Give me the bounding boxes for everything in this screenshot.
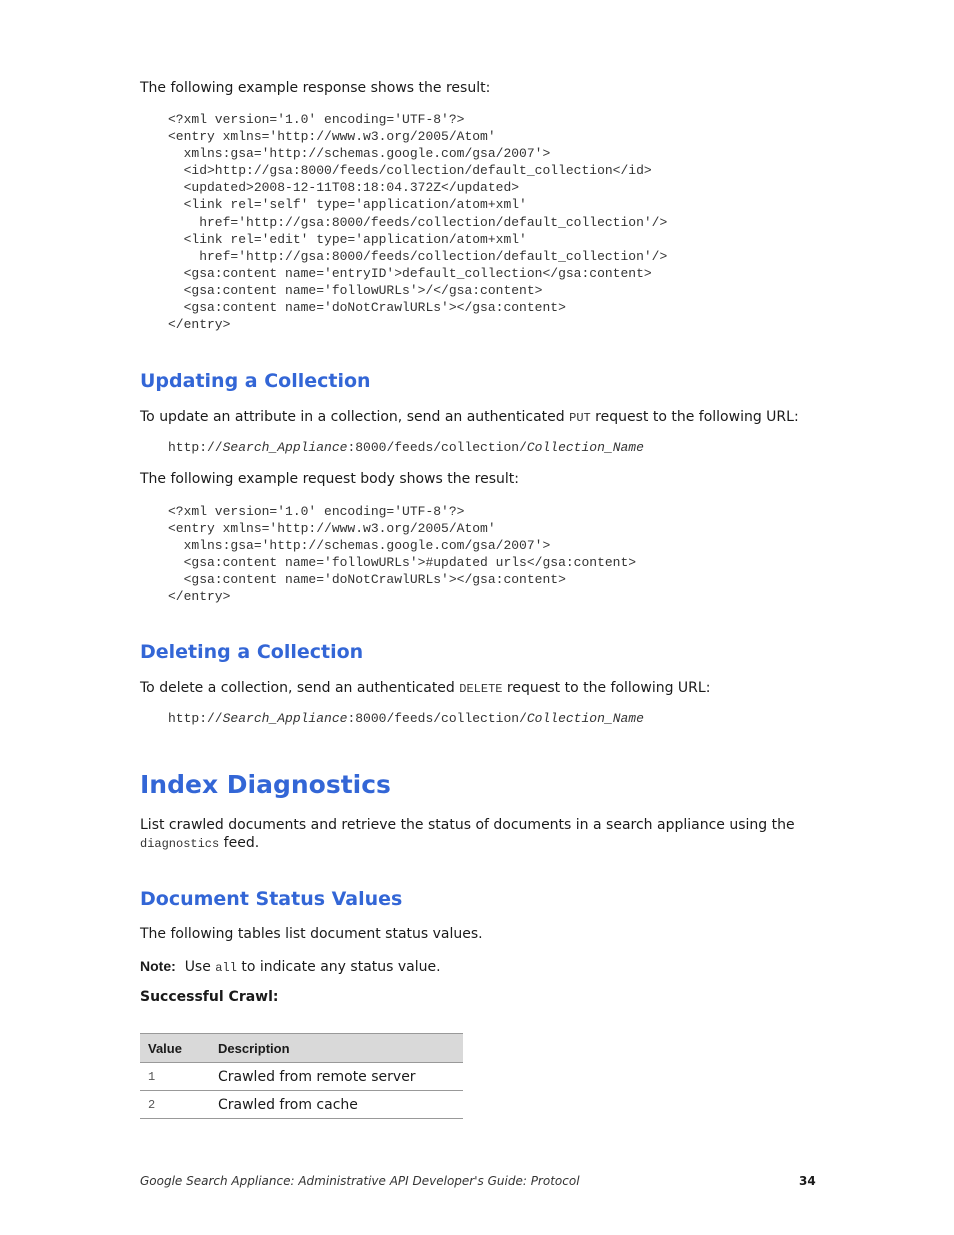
response-code-block: <?xml version='1.0' encoding='UTF-8'?> <entry xmlns='http://www.w3.org/2005/Atom' xmlns:gsa='http://schemas.google.com/gsa/2007'> <id>http://gsa:8000/feeds/collection/default_collection</id> <updated>2008-12-11T08:18:04.372Z</updated> <link rel='self' type='application/atom+xml' href='http://gsa:8000/feeds/collection/default_collection'/> <link rel='edit' type='application/atom+xml' href='http://gsa:8000/feeds/collection/default_collection'/> <gsa:content name='entryID'>default_collection</gsa:content> <gsa:content name='followURLs'>/</gsa:content> <gsa:content name='doNotCrawlURLs'></gsa:content> </entry> [168,112,668,333]
request-body-intro: The following example request body shows the result: [140,471,520,487]
update-code-block: <?xml version='1.0' encoding='UTF-8'?> <entry xmlns='http://www.w3.org/2005/Atom' xmlns:gsa='http://schemas.google.com/gsa/2007'> <gsa:content name='followURLs'>#updated urls</gsa:content> <gsa:content name='doNotCrawlURLs'></gsa:content> </entry> [168,504,637,605]
status-intro: The following tables list document status values. [140,926,483,942]
deleting-description [140,679,710,698]
row-description: Crawled from remote server [210,1063,463,1091]
table-row [140,1063,463,1091]
updating-description [140,408,799,427]
row-description: Crawled from cache [210,1091,463,1119]
table-title: Successful Crawl: [140,989,279,1005]
heading-updating-collection: Updating a Collection [140,370,371,392]
row-value: 1 [140,1063,210,1091]
deleting-text-after: request to the following URL: [502,680,711,696]
index-description-line1: List crawled documents and retrieve the status of documents in a search appliance using the [140,817,795,833]
index-description-line2: diagnostics feed. [140,835,260,851]
delete-method: DELETE [459,682,503,696]
heading-index-diagnostics: Index Diagnostics [140,770,391,799]
intro-text: The following example response shows the result: [140,80,491,96]
status-note: Note: Use all to indicate any status value. [140,958,441,975]
put-method: PUT [569,411,591,425]
row-value: 2 [140,1091,210,1119]
deleting-text-before: To delete a collection, send an authenticated [140,680,460,696]
table-header-row [140,1034,463,1063]
status-table [140,1033,463,1119]
diagnostics-feed-name: diagnostics [140,837,220,851]
table-row [140,1091,463,1119]
heading-deleting-collection: Deleting a Collection [140,641,364,663]
column-header-value: Value [140,1034,210,1063]
updating-url: http://Search_Appliance:8000/feeds/collection/Collection_Name [168,440,644,455]
page-number: 34 [799,1174,816,1188]
heading-document-status-values: Document Status Values [140,888,403,910]
deleting-url: http://Search_Appliance:8000/feeds/collection/Collection_Name [168,711,644,726]
note-label: Note: [140,958,176,974]
column-header-description: Description [210,1034,463,1063]
footer-title: Google Search Appliance: Administrative API Developer's Guide: Protocol [140,1174,580,1188]
all-keyword: all [215,961,237,975]
updating-text-before: To update an attribute in a collection, send an authenticated [140,409,570,425]
updating-text-after: request to the following URL: [590,409,799,425]
